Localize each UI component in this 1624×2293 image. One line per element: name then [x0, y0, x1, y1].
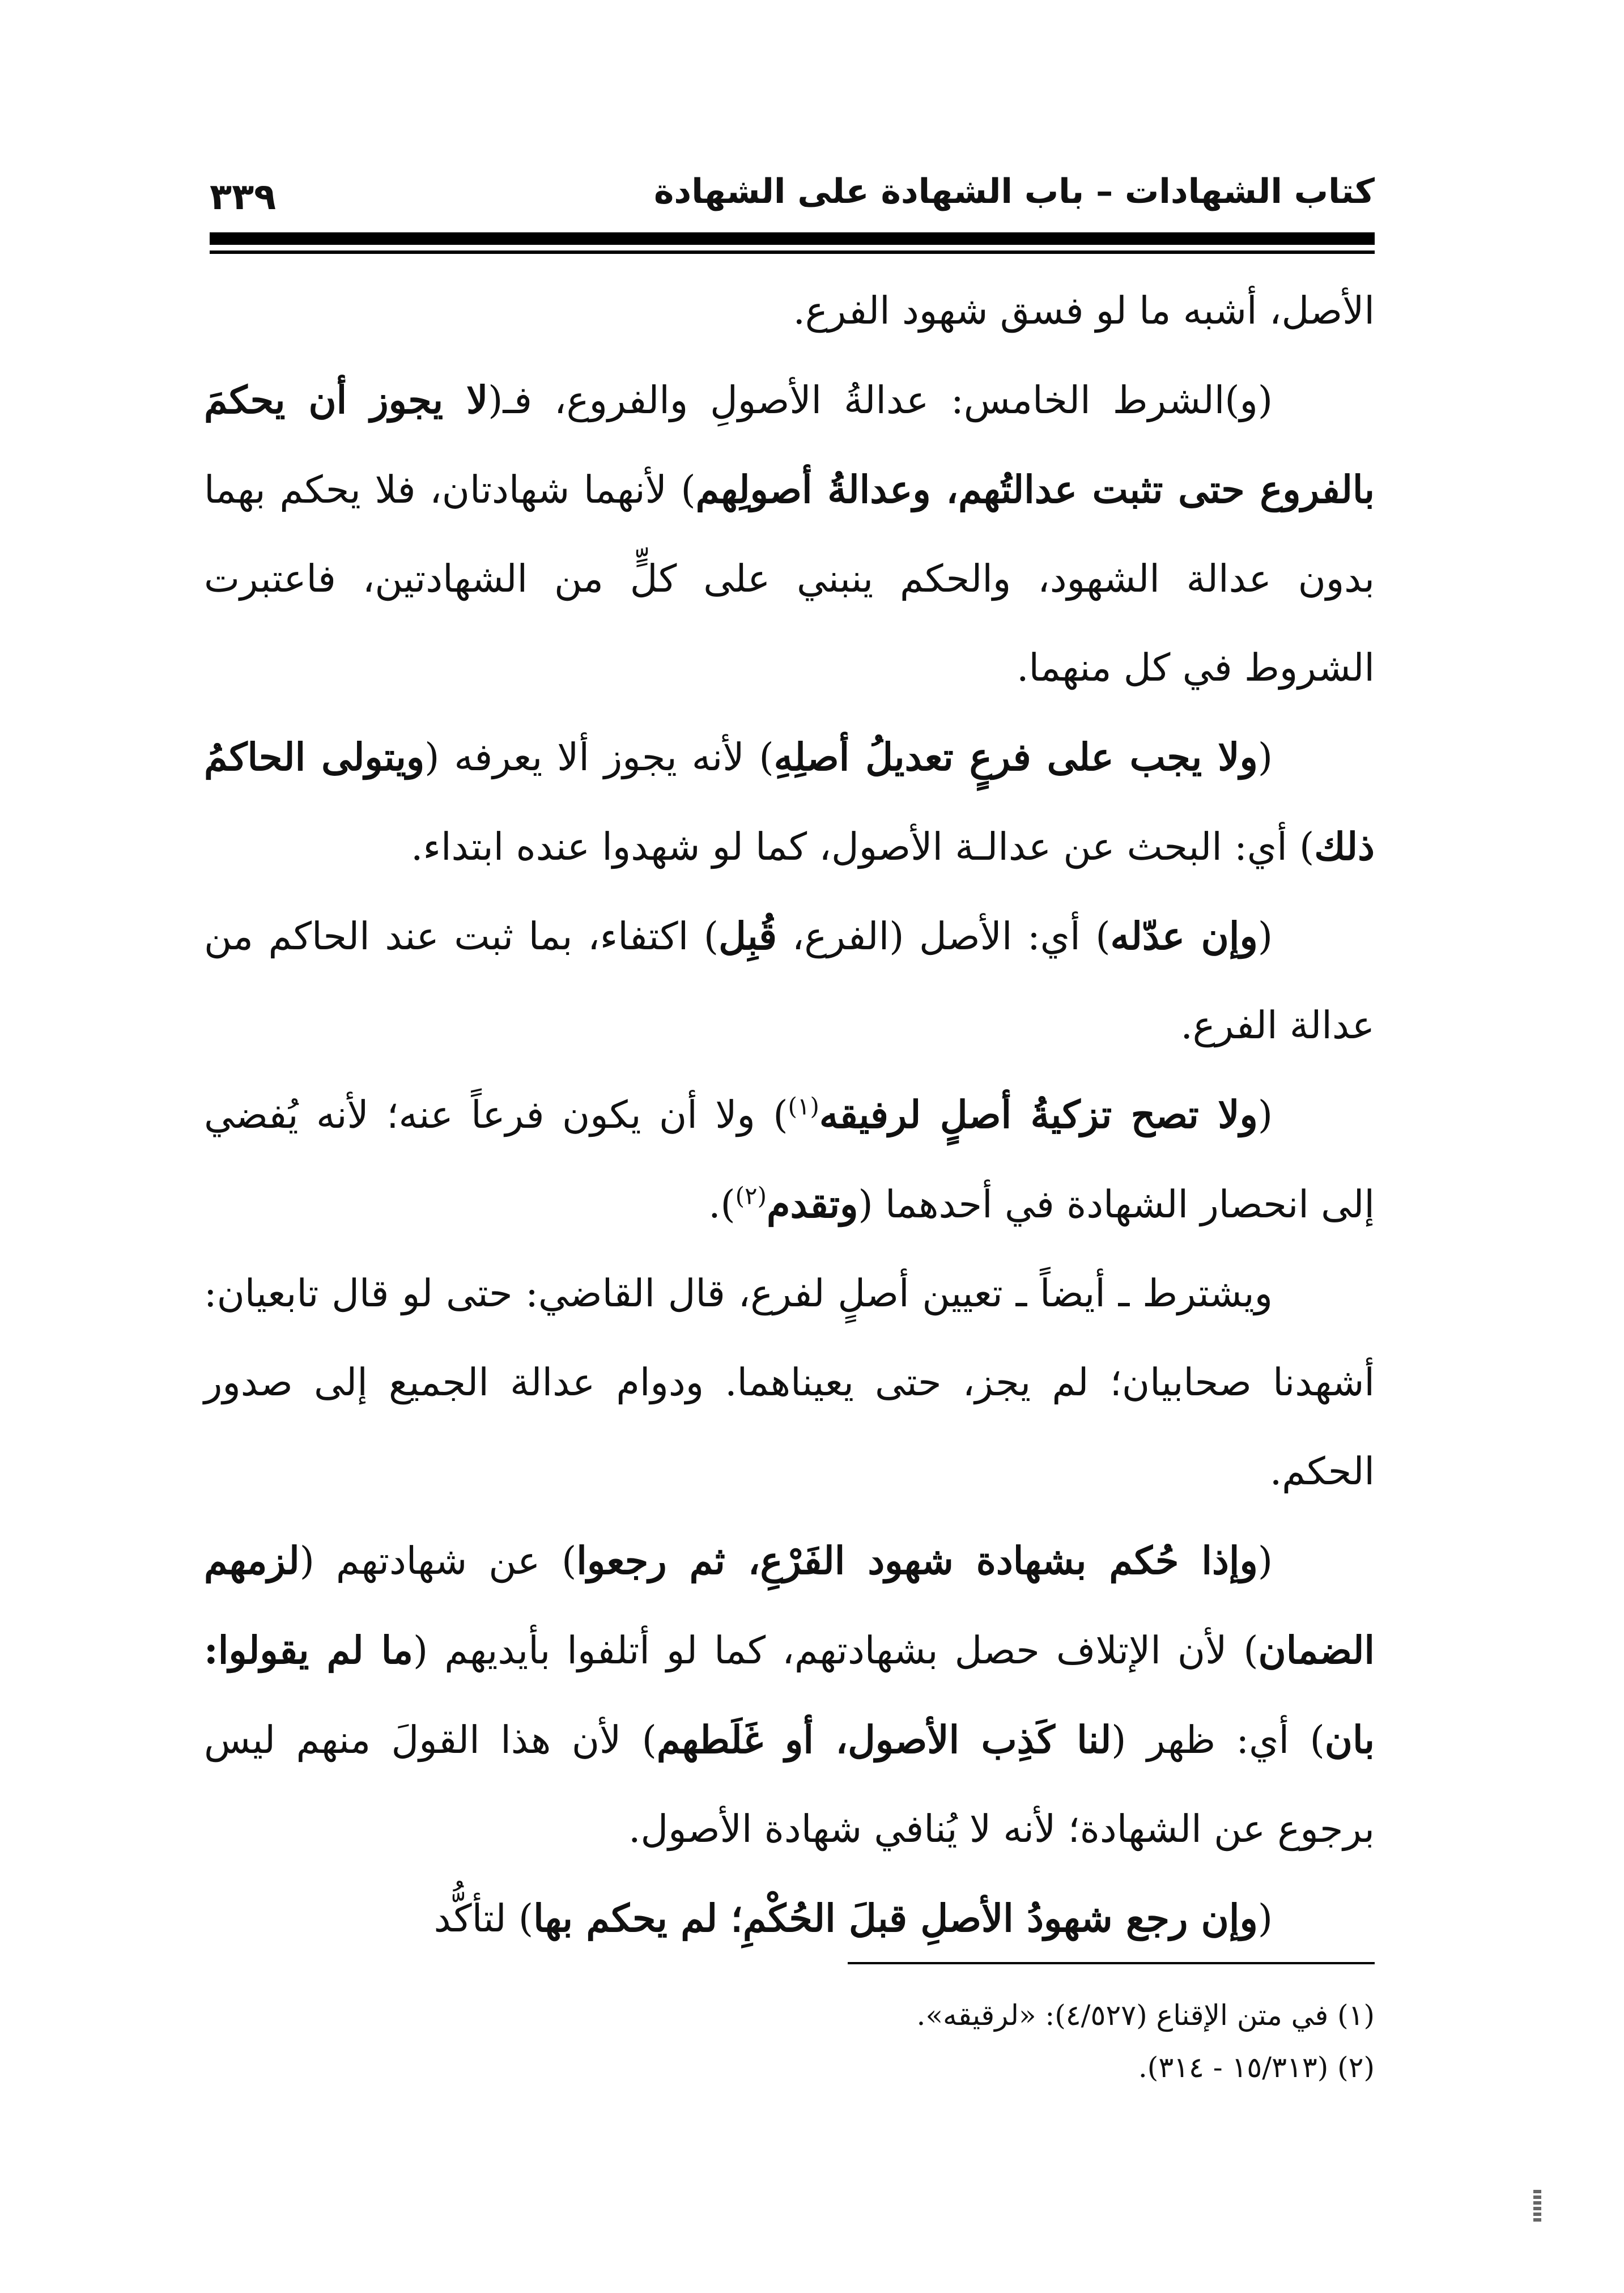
sharh-text: ) أي: الأصل (الفرع،: [777, 914, 1111, 958]
footnotes: [204, 1989, 1375, 2094]
sharh-text: ) أي: ظهر (: [1111, 1718, 1325, 1762]
page-number: ٣٣٩: [210, 176, 277, 218]
sharh-text: ) أي: البحث عن عدالـة الأصول، كما لو شهدوا عنده ابتداء.: [411, 825, 1315, 869]
sharh-text: ) لأنهما شهادتان، فلا يحكم بهما بدون عدالة الشهود، والحكم ينبني على كلٍّ من الشهادتين، فاعتبرت الشروط في كل منهما.: [204, 468, 1375, 690]
header-rule-thin: [210, 250, 1375, 254]
sharh-text: (: [1257, 914, 1273, 958]
sharh-text: (: [1257, 1539, 1273, 1583]
footnote-separator: [848, 1962, 1375, 1964]
footnote-1: (١) في متن الإقناع (٤/٥٢٧): «لرقيقه».: [916, 1999, 1375, 2032]
matn-text: ويتولى الحاكمُ ذلك: [204, 734, 1375, 869]
body-paragraph: [204, 266, 1375, 355]
body-paragraph: [204, 1070, 1375, 1249]
matn-text: لا يجوز أن يحكمَ بالفروع حتى تثبت عدالتُهم، وعدالةُ أصولِهم: [204, 377, 1375, 512]
matn-text: وإذا حُكم بشهادة شهود الفَرْعِ، ثم رجعوا: [576, 1538, 1258, 1583]
header-title: كتاب الشهادات – باب الشهادة على الشهادة: [653, 172, 1375, 211]
footnote-reference: (١): [788, 1092, 819, 1120]
sharh-text: الأصل، أشبه ما لو فسق شهود الفرع.: [793, 288, 1375, 333]
sharh-text: ) عن شهادتهم (: [299, 1539, 577, 1583]
body-text: [204, 266, 1375, 1963]
running-header: [210, 153, 1375, 218]
sharh-text: ) لأنه يجوز ألا يعرفه (: [424, 735, 774, 779]
matn-text: ما لم يقولوا: بان: [204, 1628, 1375, 1762]
matn-text: وتقدم: [766, 1182, 858, 1226]
sharh-text: (: [1257, 735, 1273, 779]
matn-text: لزمهم الضمان: [204, 1538, 1375, 1672]
sharh-text: (: [1257, 1093, 1273, 1137]
page-edge-mark: [1533, 2188, 1541, 2222]
sharh-text: ) اكتفاء، بما ثبت عند الحاكم من عدالة الفرع.: [204, 914, 1375, 1047]
matn-text: وإن عدّله: [1110, 914, 1258, 958]
body-paragraph: [204, 355, 1375, 712]
body-paragraph: [204, 1516, 1375, 1874]
matn-text: وإن رجع شهودُ الأصلِ قبلَ الحُكْمِ؛ لم يحكم بها: [533, 1896, 1258, 1940]
sharh-text: (و)الشرط الخامس: عدالةُ الأصولِ والفروع، فـ(: [488, 378, 1273, 422]
sharh-text: ).: [708, 1182, 736, 1226]
matn-text: ولا تصح تزكيةُ أصلٍ لرفيقه: [819, 1092, 1258, 1137]
footnote-2: (٢) (١٥/٣١٣ - ٣١٤).: [1138, 2051, 1375, 2084]
footnote-reference: (٢): [735, 1182, 767, 1210]
body-paragraph: [204, 891, 1375, 1070]
body-paragraph: [204, 1874, 1375, 1963]
body-paragraph: [204, 1249, 1375, 1516]
matn-text: ولا يجب على فرعٍ تعديلُ أصلِهِ: [773, 734, 1258, 779]
header-rule-thick: [210, 232, 1375, 245]
sharh-text: ويشترط ـ أيضاً ـ تعيين أصلٍ لفرع، قال القاضي: حتى لو قال تابعيان: أشهدنا صحابيان؛ لم يجز، حتى يعيناهما. ودوام عدالة الجميع إلى صدور الحكم.: [204, 1271, 1375, 1493]
sharh-text: ) لتأكُّد: [433, 1896, 534, 1940]
sharh-text: ) لأن هذا القولَ منهم ليس برجوع عن الشهادة؛ لأنه لا يُنافي شهادة الأصول.: [204, 1718, 1375, 1851]
body-paragraph: [204, 712, 1375, 891]
sharh-text: ) ولا أن يكون فرعاً عنه؛ لأنه يُفضي إلى انحصار الشهادة في أحدهما (: [204, 1093, 1375, 1226]
sharh-text: (: [1257, 1896, 1273, 1940]
matn-text: قُبِل: [719, 914, 777, 958]
sharh-text: ) لأن الإتلاف حصل بشهادتهم، كما لو أتلفوا بأيديهم (: [413, 1628, 1259, 1672]
matn-text: لنا كَذِب الأصول، أو غَلَطهم: [656, 1717, 1112, 1762]
